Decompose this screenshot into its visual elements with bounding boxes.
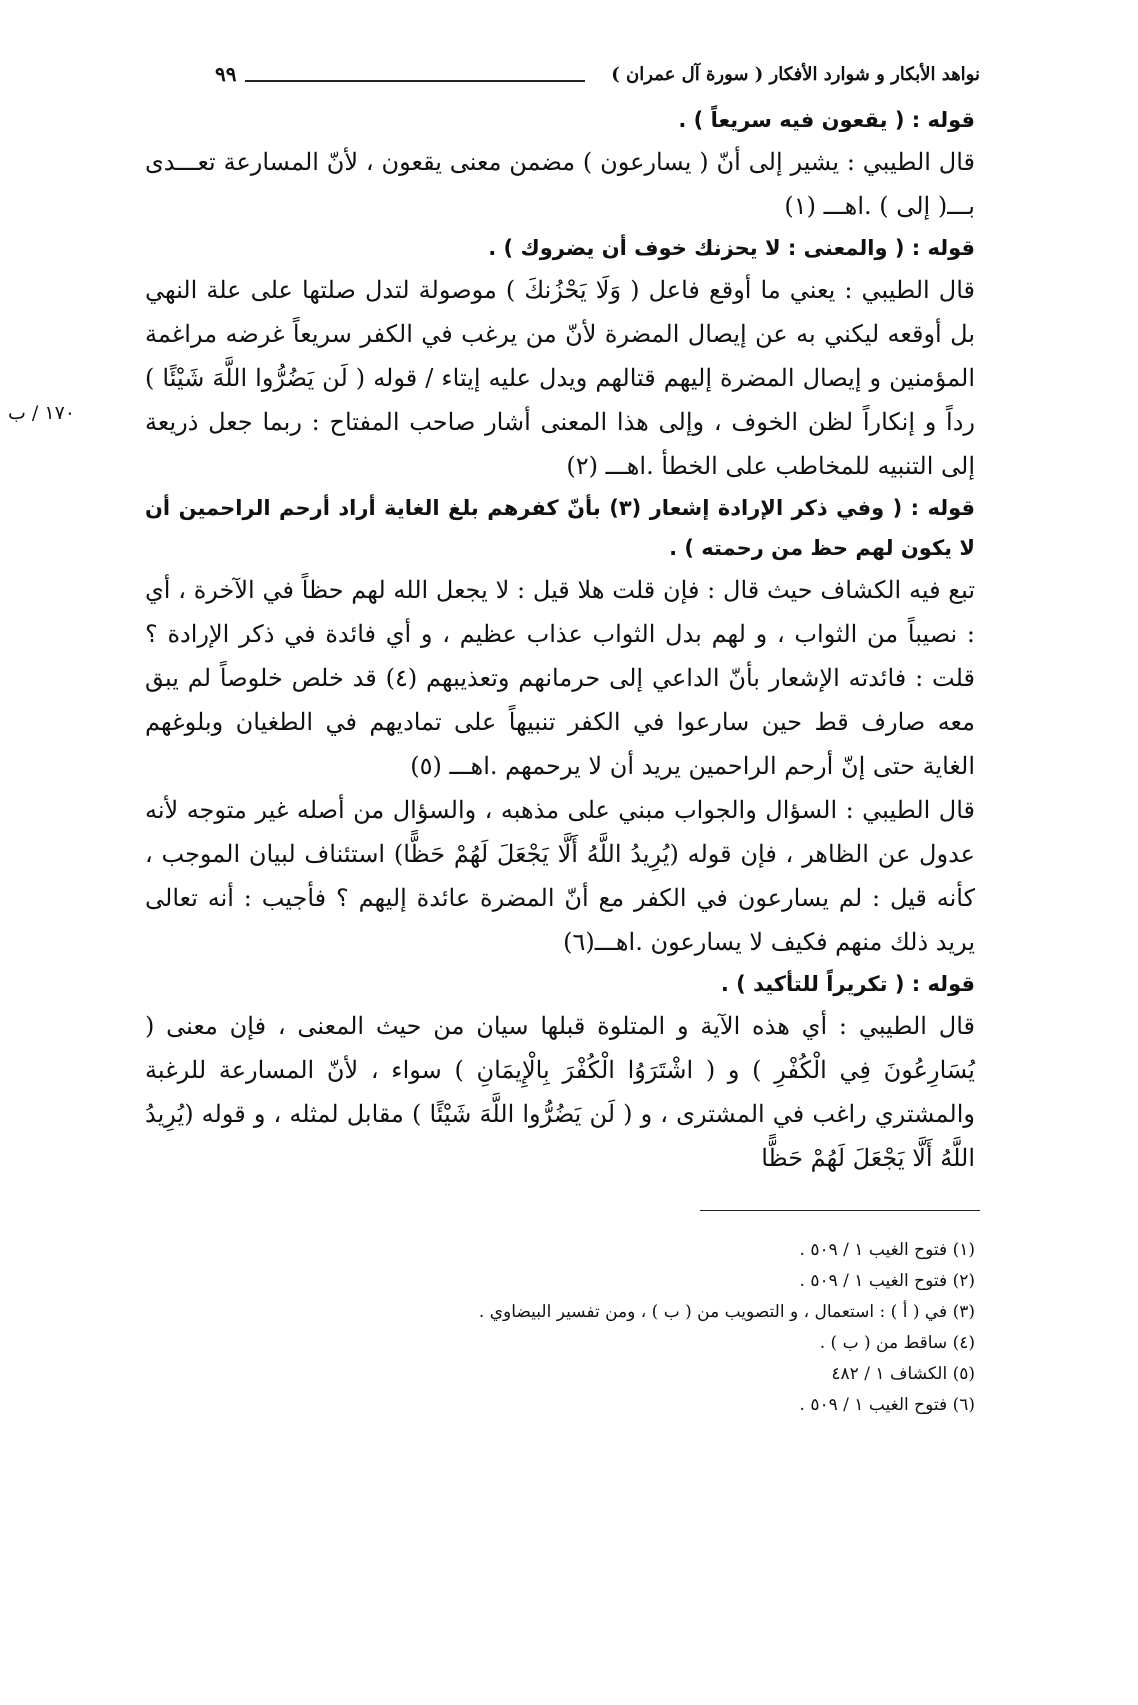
commented-phrase: قوله : ( تكريراً للتأكيد ) .	[720, 972, 975, 996]
commentary-paragraph: قال الطيبي : يشير إلى أنّ ( يسارعون ) مضمن معنى يقعون ، لأنّ المسارعة تعـــدى بـــ( إلى ) .اهـــ (١)	[145, 148, 975, 220]
footnote: (٢) فتوح الغيب ١ / ٥٠٩ .	[799, 1271, 975, 1291]
manuscript-folio-note: ١٧٠ / ب	[8, 402, 75, 424]
header-rule	[245, 80, 585, 82]
commented-phrase: قوله : ( يقعون فيه سريعاً ) .	[678, 108, 975, 132]
commented-phrase: قوله : ( وفي ذكر الإرادة إشعار (٣) بأنّ كفرهم بلغ الغاية أراد أرحم الراحمين أن لا يكون لهم حظ من رحمته ) .	[145, 496, 976, 560]
footnote-separator	[700, 1210, 980, 1211]
commentary-paragraph: تبع فيه الكشاف حيث قال : فإن قلت هلا قيل : لا يجعل الله لهم حظاً في الآخرة ، أي : نصيباً من الثواب ، و لهم بدل الثواب عذاب عظيم ، و أي فائدة في ذكر الإرادة ؟ قلت : فائدته الإشعار بأنّ الداعي إلى حرمانهم وتعذيبهم (٤) قد خلص خلوصاً لم يبق معه صارف قط حين سارعوا في الكفر تنبيهاً على تماديهم في الطغيان وبلوغهم الغاية حتى إنّ أرحم الراحمين يريد أن لا يرحمهم .اهـــ (٥)	[145, 576, 975, 780]
commentary-paragraph: قال الطيبي : يعني ما أوقع فاعل ( وَلَا يَحْزُنكَ ) موصولة لتدل صلتها على علة النهي بل أوقعه ليكني به عن إيصال المضرة لأنّ من يرغب في الكفر سريعاً غرضه مراغمة المؤمنين و إيصال المضرة إليهم قتالهم ويدل عليه إيتاء / قوله ( لَن يَضُرُّوا اللَّهَ شَيْئًا ) رداً و إنكاراً لظن الخوف ، وإلى هذا المعنى أشار صاحب المفتاح : ربما جعل ذريعة إلى التنبيه للمخاطب على الخطأ .اهـــ (٢)	[145, 276, 975, 480]
commentary-paragraph: قال الطيبي : أي هذه الآية و المتلوة قبلها سيان من حيث المعنى ، فإن معنى ( يُسَارِعُونَ فِي الْكُفْرِ ) و ( اشْتَرَوُا الْكُفْرَ بِالْإِيمَانِ ) سواء ، لأنّ المسارعة للرغبة والمشتري راغب في المشترى ، و ( لَن يَضُرُّوا اللَّهَ شَيْئًا ) مقابل لمثله ، و قوله (يُرِيدُ اللَّهُ أَلَّا يَجْعَلَ لَهُمْ حَظًّا	[145, 1012, 975, 1172]
page-number: ٩٩	[215, 62, 237, 86]
footnote: (٣) في ( أ ) : استعمال ، و التصويب من ( ب ) ، ومن تفسير البيضاوي .	[478, 1302, 975, 1322]
footnote: (٦) فتوح الغيب ١ / ٥٠٩ .	[799, 1395, 975, 1415]
commented-phrase: قوله : ( والمعنى : لا يحزنك خوف أن يضروك ) .	[488, 236, 975, 260]
footnote: (٤) ساقط من ( ب ) .	[819, 1333, 975, 1353]
running-header	[215, 60, 980, 94]
footnotes	[420, 1235, 975, 1421]
footnote: (٥) الكشاف ١ / ٤٨٢	[831, 1364, 975, 1384]
running-header-title: نواهد الأبكار و شوارد الأفكار ( سورة آل عمران )	[611, 64, 980, 85]
footnote: (١) فتوح الغيب ١ / ٥٠٩ .	[799, 1240, 975, 1260]
commentary-paragraph: قال الطيبي : السؤال والجواب مبني على مذهبه ، والسؤال من أصله غير متوجه لأنه عدول عن الظاهر ، فإن قوله (يُرِيدُ اللَّهُ أَلَّا يَجْعَلَ لَهُمْ حَظًّا) استئناف لبيان الموجب ، كأنه قيل : لم يسارعون في الكفر مع أنّ المضرة عائدة إليهم ؟ فأجيب : أنه تعالى يريد ذلك منهم فكيف لا يسارعون .اهـــ(٦)	[145, 796, 975, 956]
main-text	[145, 100, 975, 1180]
